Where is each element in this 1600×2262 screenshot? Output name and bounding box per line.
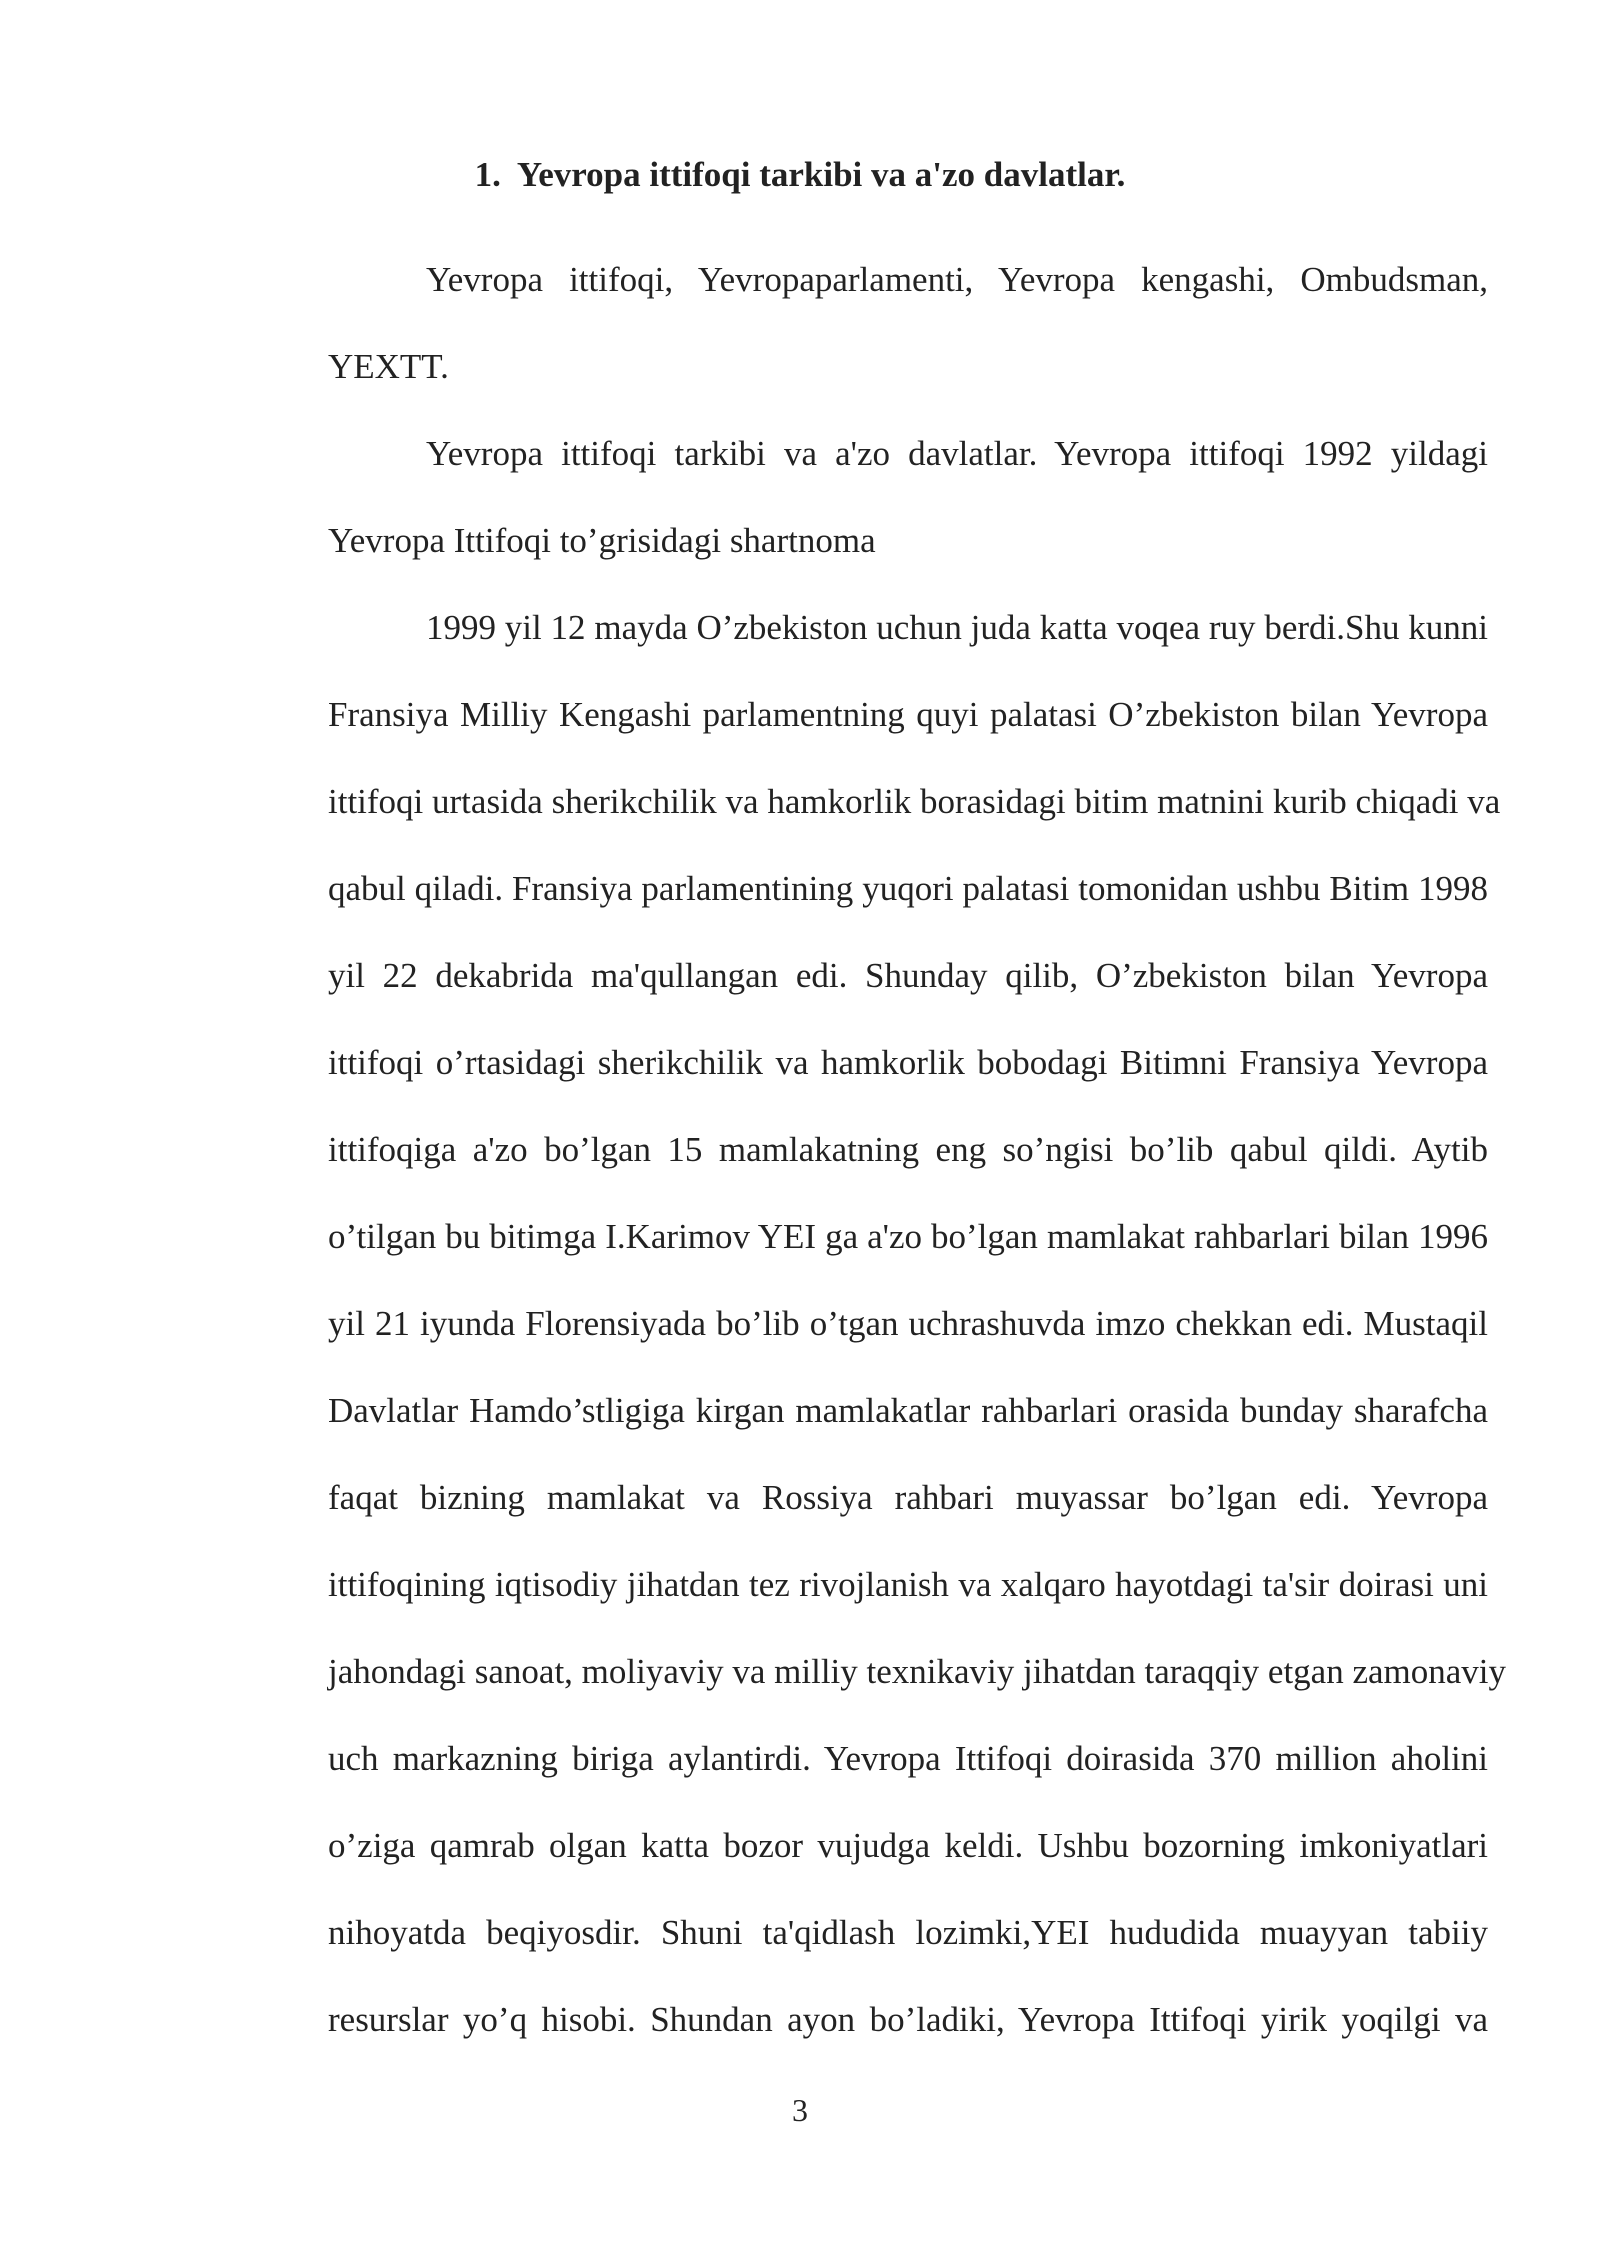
paragraph-1 <box>230 236 1488 410</box>
page-number: 3 <box>792 2092 808 2128</box>
text-line: yil 21 iyunda Florensiyada bo’lib o’tgan uchrashuvda imzo chekkan edi. Mustaqil <box>328 1304 1488 1343</box>
text-line: Yevropa ittifoqi tarkibi va a'zo davlatlar. Yevropa ittifoqi 1992 yildagi <box>426 434 1488 473</box>
text-line: Yevropa ittifoqi, Yevropaparlamenti, Yevropa kengashi, Ombudsman, <box>426 260 1488 299</box>
body-text <box>230 236 1507 2063</box>
text-line: ittifoqining iqtisodiy jihatdan tez rivojlanish va xalqaro hayotdagi ta'sir doirasi uni <box>328 1565 1488 1604</box>
text-line: jahondagi sanoat, moliyaviy va milliy texnikaviy jihatdan taraqqiy etgan zamonaviy <box>328 1652 1507 1691</box>
text-line: qabul qiladi. Fransiya parlamentining yuqori palatasi tomonidan ushbu Bitim 1998 <box>328 869 1488 908</box>
section-heading-number: 1. <box>474 155 501 194</box>
text-line: uch markazning biriga aylantirdi. Yevropa Ittifoqi doirasida 370 million aholini <box>328 1739 1488 1778</box>
text-line: Fransiya Milliy Kengashi parlamentning quyi palatasi O’zbekiston bilan Yevropa <box>328 695 1488 734</box>
text-line: ittifoqiga a'zo bo’lgan 15 mamlakatning eng so’ngisi bo’lib qabul qildi. Aytib <box>328 1130 1488 1169</box>
text-line: yil 22 dekabrida ma'qullangan edi. Shunday qilib, O’zbekiston bilan Yevropa <box>328 956 1488 995</box>
paragraph-3 <box>230 584 1507 2063</box>
text-line: nihoyatda beqiyosdir. Shuni ta'qidlash lozimki,YEI hududida muayyan tabiiy <box>328 1913 1488 1952</box>
text-line: Yevropa Ittifoqi to’grisidagi shartnoma <box>328 521 876 560</box>
text-line: resurslar yo’q hisobi. Shundan ayon bo’ladiki, Yevropa Ittifoqi yirik yoqilgi va <box>328 2000 1488 2039</box>
text-line: o’ziga qamrab olgan katta bozor vujudga keldi. Ushbu bozorning imkoniyatlari <box>328 1826 1488 1865</box>
text-line: faqat bizning mamlakat va Rossiya rahbari muyassar bo’lgan edi. Yevropa <box>328 1478 1488 1517</box>
text-line: o’tilgan bu bitimga I.Karimov YEI ga a'zo bo’lgan mamlakat rahbarlari bilan 1996 <box>328 1217 1488 1256</box>
text-line: YEXTT. <box>328 347 449 386</box>
section-heading-text: Yevropa ittifoqi tarkibi va a'zo davlatlar. <box>516 155 1126 194</box>
text-line: ittifoqi o’rtasidagi sherikchilik va hamkorlik bobodagi Bitimni Fransiya Yevropa <box>328 1043 1488 1082</box>
text-line: ittifoqi urtasida sherikchilik va hamkorlik borasidagi bitim matnini kurib chiqadi va <box>328 782 1501 821</box>
section-heading <box>0 150 1600 200</box>
paragraph-2 <box>230 410 1488 584</box>
text-line: 1999 yil 12 mayda O’zbekiston uchun juda katta voqea ruy berdi.Shu kunni <box>426 608 1488 647</box>
text-line: Davlatlar Hamdo’stligiga kirgan mamlakatlar rahbarlari orasida bunday sharafcha <box>328 1391 1488 1430</box>
